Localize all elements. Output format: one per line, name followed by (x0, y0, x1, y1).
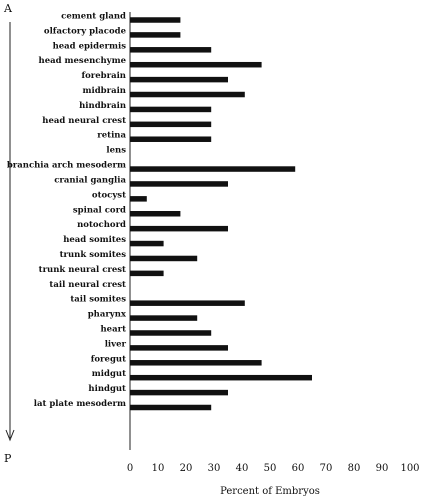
x-tick-label: 0 (126, 463, 134, 474)
x-tick-label: 60 (291, 463, 305, 474)
bar-hindgut (130, 390, 228, 396)
category-label-foregut: foregut (90, 354, 126, 365)
bar-forebrain (130, 77, 228, 83)
category-label-tail-somites: tail somites (70, 294, 126, 305)
bar-hindbrain (130, 107, 211, 113)
category-label-tail-neural-crest: tail neural crest (49, 279, 126, 290)
category-label-cranial-ganglia: cranial ganglia (54, 175, 126, 186)
bar-pharynx (130, 315, 197, 321)
bar-retina (130, 136, 211, 142)
bar-notochord (130, 226, 228, 232)
category-label-forebrain: forebrain (81, 71, 126, 82)
category-label-otocyst: otocyst (91, 190, 126, 201)
category-label-trunk-neural-crest: trunk neural crest (38, 264, 126, 275)
category-label-lens: lens (106, 145, 126, 156)
category-label-branchia-arch-mesoderm: branchia arch mesoderm (6, 160, 126, 171)
bar-foregut (130, 360, 262, 366)
x-tick-label: 100 (400, 463, 420, 474)
category-label-heart: heart (100, 324, 126, 335)
x-tick-label: 50 (263, 463, 277, 474)
category-label-head-epidermis: head epidermis (52, 41, 126, 52)
bar-tail-somites (130, 300, 245, 306)
bar-cranial-ganglia (130, 181, 228, 187)
category-label-retina: retina (97, 130, 126, 141)
category-label-olfactory-placode: olfactory placode (43, 26, 126, 37)
x-tick-label: 40 (235, 463, 249, 474)
bar-midgut (130, 375, 312, 381)
bar-liver (130, 345, 228, 351)
category-label-hindbrain: hindbrain (79, 100, 126, 111)
bar-spinal-cord (130, 211, 180, 217)
posterior-label: P (4, 452, 12, 465)
category-label-head-neural-crest: head neural crest (42, 115, 126, 126)
bars-group (130, 17, 312, 410)
category-label-midbrain: midbrain (82, 86, 126, 97)
bar-lat-plate-mesoderm (130, 405, 211, 411)
category-label-cement-gland: cement gland (61, 11, 126, 22)
x-tick-label: 20 (179, 463, 193, 474)
bar-olfactory-placode (130, 32, 180, 38)
category-label-spinal-cord: spinal cord (72, 205, 126, 216)
category-label-hindgut: hindgut (88, 384, 126, 395)
x-tick-label: 90 (375, 463, 389, 474)
bar-trunk-neural-crest (130, 271, 164, 277)
bar-midbrain (130, 92, 245, 98)
bar-cement-gland (130, 17, 180, 23)
bar-trunk-somites (130, 256, 197, 262)
category-label-midgut: midgut (91, 369, 126, 380)
bar-head-neural-crest (130, 122, 211, 128)
bar-head-epidermis (130, 47, 211, 53)
x-axis-title: Percent of Embryos (220, 486, 320, 497)
category-label-liver: liver (104, 339, 126, 350)
category-label-head-somites: head somites (63, 235, 126, 246)
x-tick-label: 80 (347, 463, 361, 474)
x-tick-label: 10 (151, 463, 165, 474)
bar-head-mesenchyme (130, 62, 262, 68)
anterior-label: A (4, 2, 12, 15)
bar-branchia-arch-mesoderm (130, 166, 295, 172)
category-label-pharynx: pharynx (87, 309, 126, 320)
category-label-notochord: notochord (77, 220, 126, 231)
category-label-lat-plate-mesoderm: lat plate mesoderm (33, 399, 126, 409)
x-tick-label: 70 (319, 463, 333, 474)
category-labels-group (7, 12, 127, 410)
category-label-trunk-somites: trunk somites (59, 249, 126, 260)
x-tick-label: 30 (207, 463, 221, 474)
bar-heart (130, 330, 211, 336)
bar-otocyst (130, 196, 147, 202)
category-label-head-mesenchyme: head mesenchyme (38, 56, 126, 67)
bar-head-somites (130, 241, 164, 247)
x-tick-labels-group (127, 463, 420, 474)
